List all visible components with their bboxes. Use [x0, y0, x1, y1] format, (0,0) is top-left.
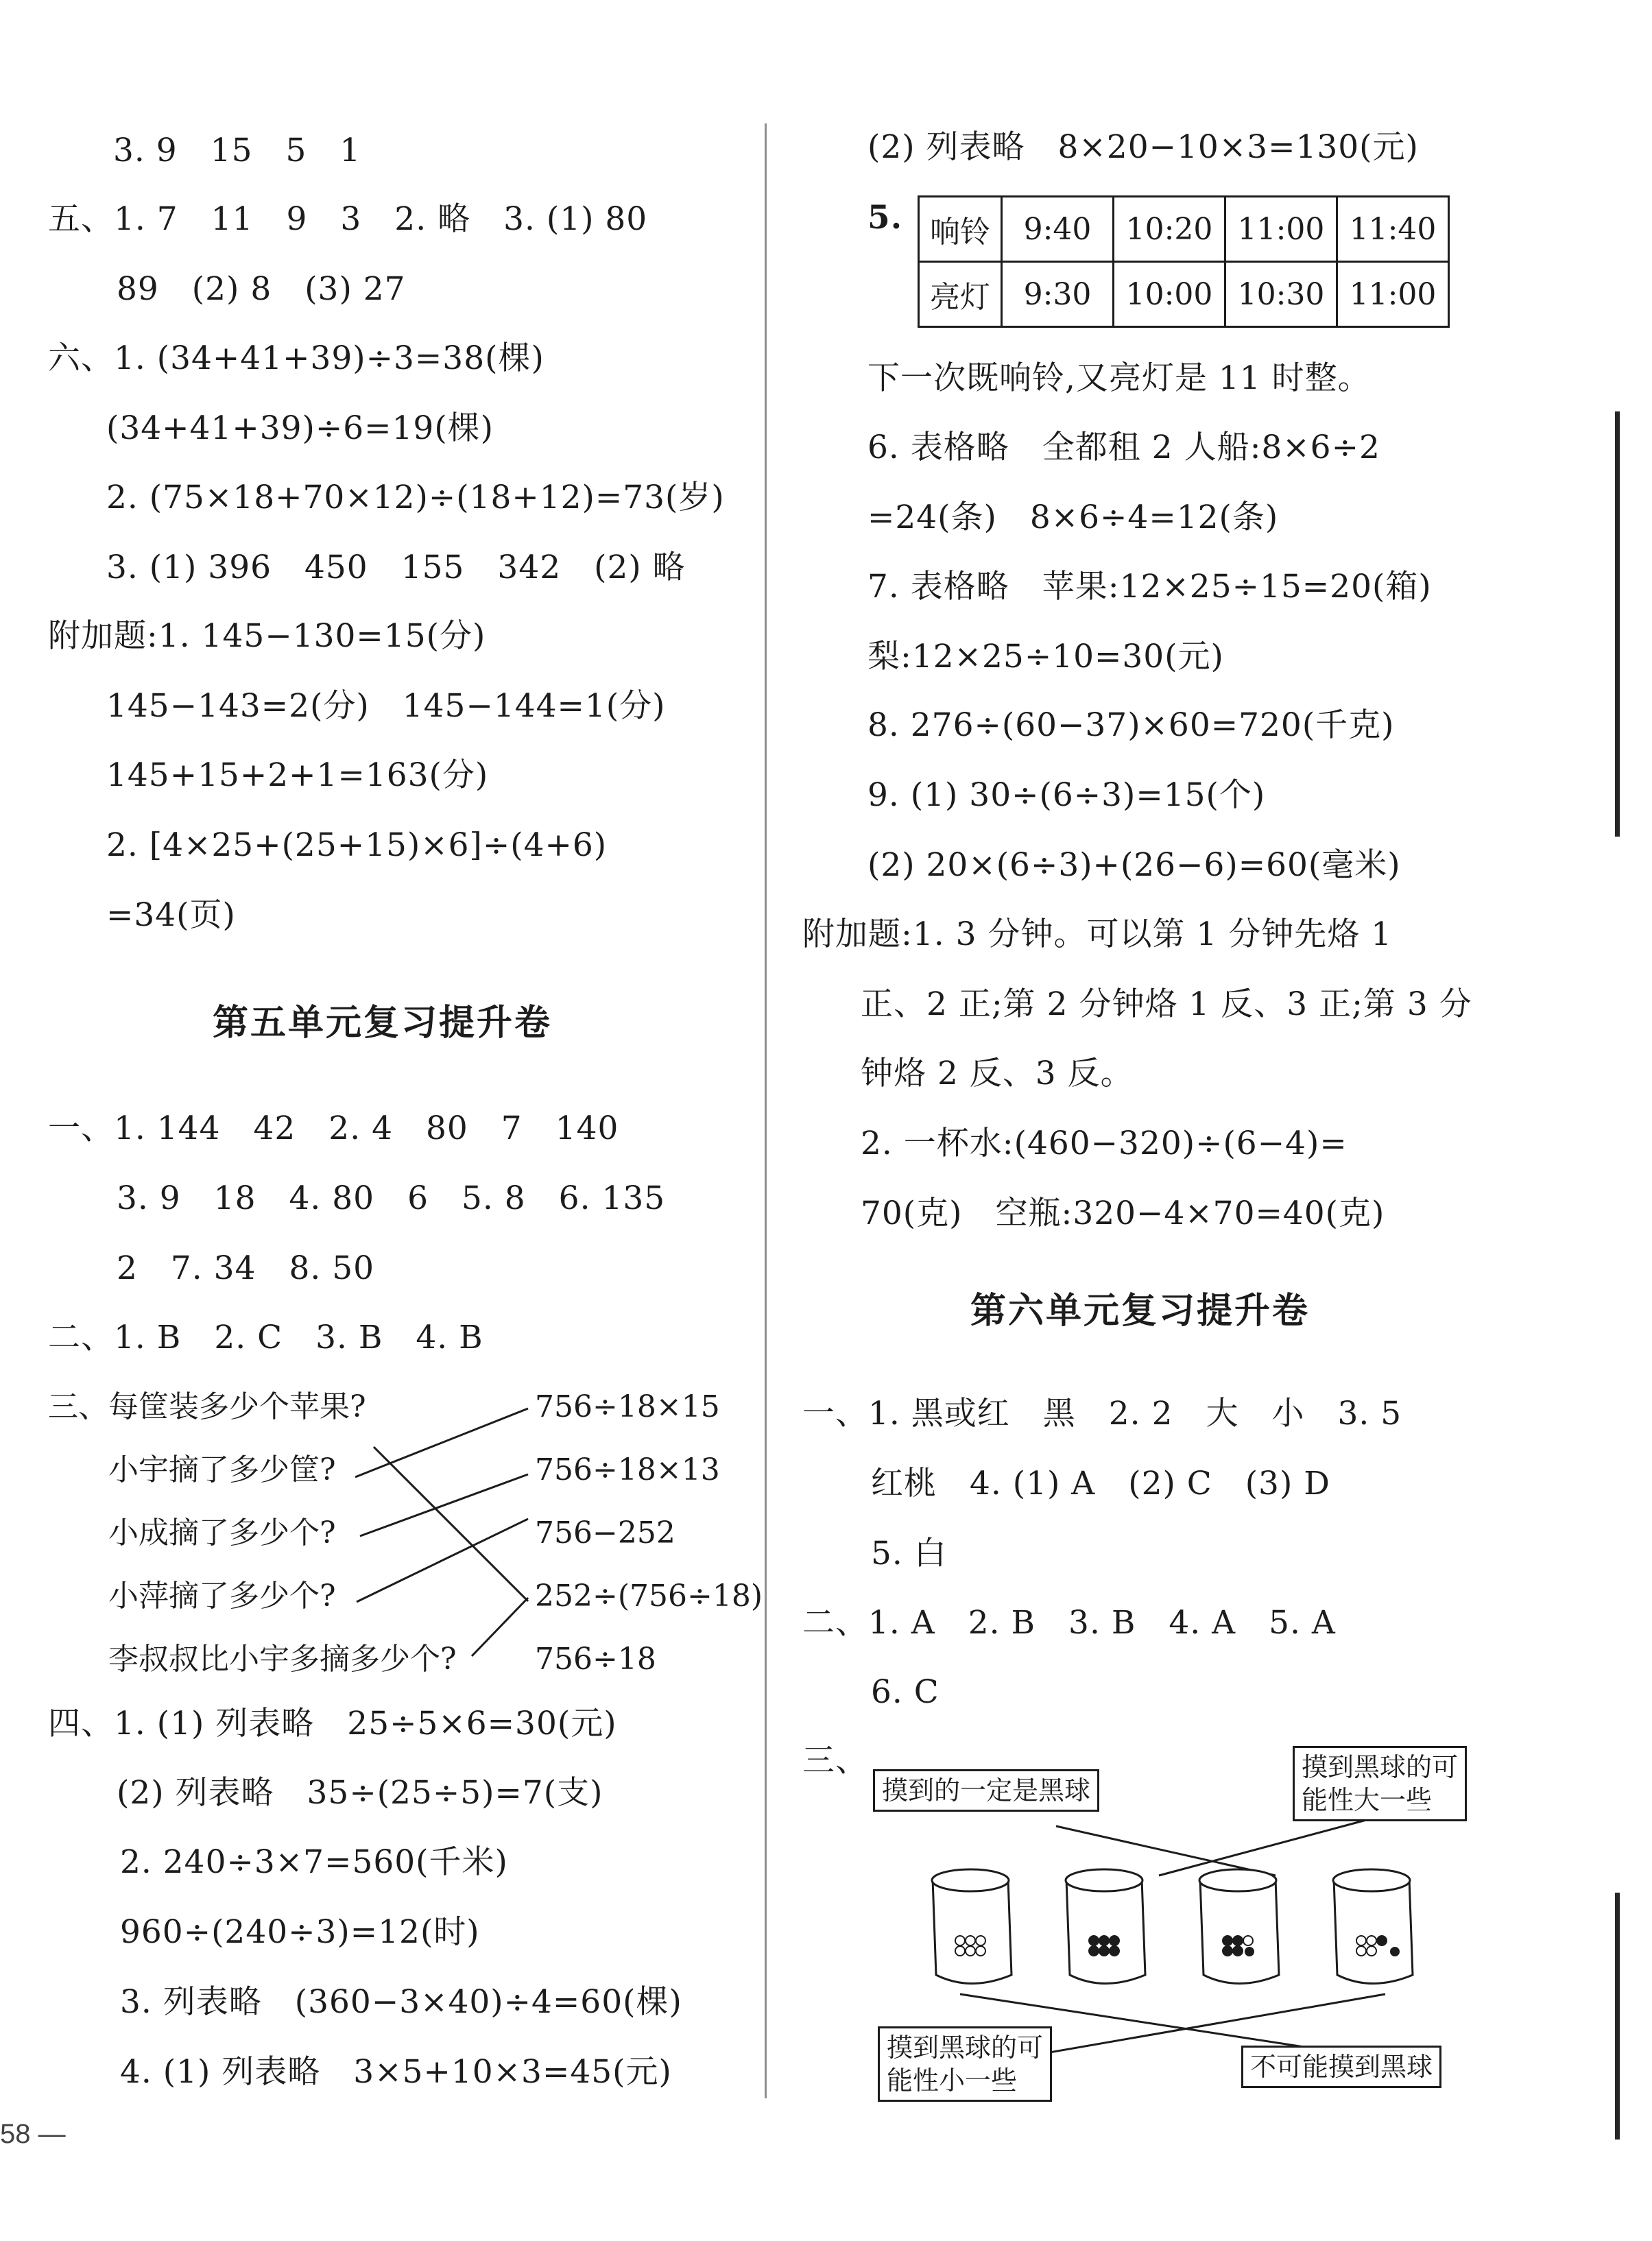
answer-line: 6. C — [871, 1673, 939, 1711]
answer-line: 2. (75×18+70×12)÷(18+12)=73(岁) — [106, 479, 725, 516]
table-cell: 11:00 — [1225, 197, 1337, 262]
answer-line: 一、1. 黑或红 黑 2. 2 大 小 3. 5 — [802, 1395, 1402, 1433]
answer-line: 梨:12×25÷10=30(元) — [867, 638, 1224, 675]
match-line — [1056, 1826, 1276, 1876]
jar-icon — [932, 1869, 1011, 1984]
answer-line: 四、1. (1) 列表略 25÷5×6=30(元) — [48, 1705, 617, 1742]
table-cell: 11:40 — [1337, 197, 1449, 262]
match-question: 李叔叔比小宇多摘多少个? — [108, 1642, 457, 1677]
match-expression: 756÷18×15 — [535, 1389, 720, 1424]
answer-line: 2. 240÷3×7=560(千米) — [120, 1843, 508, 1881]
jar-icon — [1333, 1869, 1413, 1984]
table-cell: 9:40 — [1002, 197, 1114, 262]
answer-line: 红桃 4. (1) A (2) C (3) D — [871, 1465, 1330, 1502]
answer-line: =24(条) 8×6÷4=12(条) — [867, 499, 1279, 536]
answer-line: 附加题:1. 3 分钟。可以第 1 分钟先烙 1 — [802, 915, 1393, 953]
answer-line: 3. 9 15 5 1 — [113, 132, 361, 169]
match-question: 小成摘了多少个? — [108, 1515, 336, 1550]
answer-line: 3. (1) 396 450 155 342 (2) 略 — [106, 549, 686, 586]
answer-line: 7. 表格略 苹果:12×25÷15=20(箱) — [867, 568, 1432, 606]
answer-line: 二、1. A 2. B 3. B 4. A 5. A — [802, 1604, 1336, 1642]
answer-line: 2. 一杯水:(460−320)÷(6−4)= — [861, 1125, 1348, 1162]
answer-line: 五、1. 7 11 9 3 2. 略 3. (1) 80 — [48, 200, 648, 238]
match-question: 小萍摘了多少个? — [108, 1579, 336, 1614]
answer-line: (2) 20×(6÷3)+(26−6)=60(毫米) — [867, 846, 1401, 884]
answer-line: 4. (1) 列表略 3×5+10×3=45(元) — [120, 2053, 672, 2091]
row-header: 响铃 — [919, 197, 1002, 262]
answer-line: 一、1. 144 42 2. 4 80 7 140 — [48, 1110, 619, 1147]
answer-line: 二、1. B 2. C 3. B 4. B — [48, 1319, 483, 1356]
answer-line: 3. 9 18 4. 80 6 5. 8 6. 135 — [117, 1179, 666, 1217]
answer-line: (2) 列表略 8×20−10×3=130(元) — [867, 128, 1419, 166]
balls — [955, 1936, 1399, 1956]
match-expression: 756−252 — [535, 1515, 675, 1550]
answer-line: 2 7. 34 8. 50 — [117, 1249, 375, 1287]
row-header: 亮灯 — [919, 262, 1002, 327]
answer-line: 89 (2) 8 (3) 27 — [117, 270, 406, 308]
match-question: 小宇摘了多少筐? — [108, 1452, 336, 1487]
answer-line: 六、1. (34+41+39)÷3=38(棵) — [48, 339, 544, 377]
match-expression: 756÷18×13 — [535, 1452, 720, 1487]
answer-line: 70(克) 空瓶:320−4×70=40(克) — [861, 1195, 1385, 1232]
answer-line: 960÷(240÷3)=12(时) — [120, 1913, 480, 1951]
match-expression: 252÷(756÷18) — [535, 1579, 763, 1614]
answer-line: 9. (1) 30÷(6÷3)=15(个) — [867, 776, 1266, 814]
answer-line: 3. 列表略 (360−3×40)÷4=60(棵) — [120, 1983, 682, 2021]
match-expression: 756÷18 — [535, 1642, 656, 1677]
jar-icon — [1199, 1869, 1279, 1984]
answer-line: =34(页) — [106, 896, 236, 934]
table-cell: 11:00 — [1337, 262, 1449, 327]
answer-line: (34+41+39)÷6=19(棵) — [106, 409, 494, 447]
answer-line: 145−143=2(分) 145−144=1(分) — [106, 687, 666, 725]
unit6-title: 第六单元复习提升卷 — [970, 1290, 1310, 1332]
table-cell: 10:30 — [1225, 262, 1337, 327]
section-label: 三、 — [802, 1742, 868, 1779]
answer-line: (2) 列表略 35÷(25÷5)=7(支) — [117, 1774, 603, 1812]
outcome-box: 摸到的一定是黑球 — [873, 1769, 1099, 1812]
match-line — [1159, 1819, 1372, 1876]
jar-icon — [1066, 1869, 1145, 1984]
unit5-title: 第五单元复习提升卷 — [213, 1002, 553, 1044]
answer-line: 附加题:1. 145−130=15(分) — [48, 617, 486, 655]
jars — [932, 1869, 1413, 1984]
table-cell: 10:20 — [1114, 197, 1225, 262]
table-cell: 10:00 — [1114, 262, 1225, 327]
answer-line: 6. 表格略 全都租 2 人船:8×6÷2 — [867, 429, 1380, 466]
answer-line: 8. 276÷(60−37)×60=720(千克) — [867, 706, 1395, 744]
page-number: 58 — — [0, 2119, 66, 2149]
answer-line: 钟烙 2 反、3 反。 — [861, 1055, 1134, 1092]
table-cell: 9:30 — [1002, 262, 1114, 327]
answer-line: 5. 白 — [871, 1535, 947, 1572]
outcome-box: 摸到黑球的可 能性小一些 — [878, 2026, 1052, 2102]
outcome-box: 摸到黑球的可 能性大一些 — [1293, 1746, 1467, 1821]
answer-line: 正、2 正;第 2 分钟烙 1 反、3 正;第 3 分 — [861, 985, 1472, 1023]
answer-line: 145+15+2+1=163(分) — [106, 756, 489, 794]
answer-line: 下一次既响铃,又亮灯是 11 时整。 — [867, 359, 1371, 397]
match-section-label: 三、 — [48, 1389, 108, 1424]
question-number: 5. — [867, 199, 903, 237]
match-question: 每筐装多少个苹果? — [108, 1389, 366, 1424]
outcome-box: 不可能摸到黑球 — [1241, 2046, 1441, 2088]
answer-line: 2. [4×25+(25+15)×6]÷(4+6) — [106, 826, 608, 864]
